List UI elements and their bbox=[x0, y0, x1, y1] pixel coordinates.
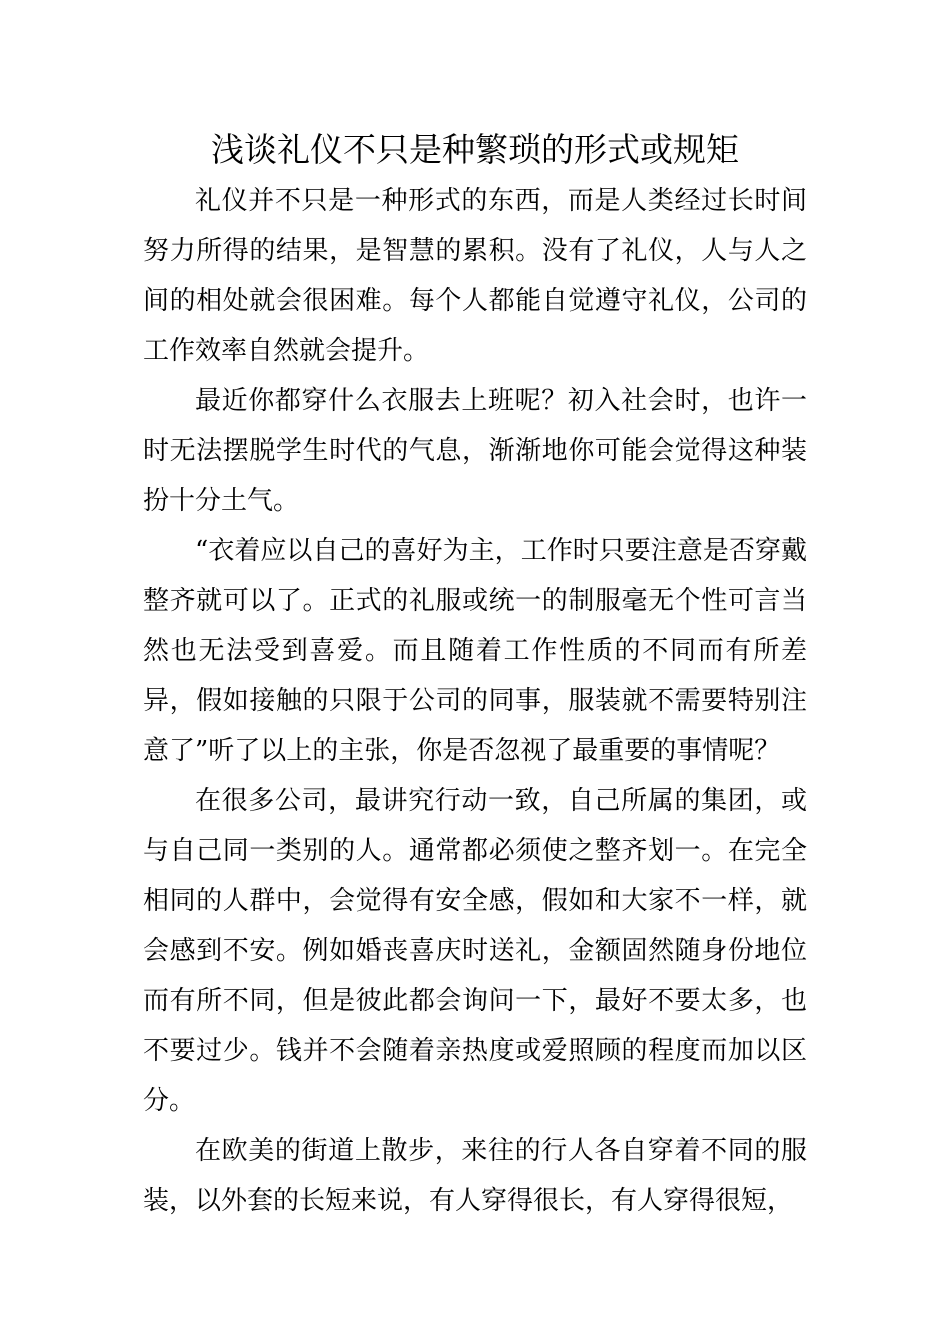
paragraph: 在很多公司，最讲究行动一致，自己所属的集团，或与自己同一类别的人。通常都必须使之整齐划一。在完全相同的人群中，会觉得有安全感，假如和大家不一样，就会感到不安。例如婚丧喜庆时送礼，金额固然随身份地位而有所不同，但是彼此都会询问一下，最好不要太多，也不要过少。钱并不会随着亲热度或爱照顾的程度而加以区分。 bbox=[143, 786, 807, 1116]
paragraph: “衣着应以自己的喜好为主，工作时只要注意是否穿戴整齐就可以了。正式的礼服或统一的制服毫无个性可言当然也无法受到喜爱。而且随着工作性质的不同而有所差异，假如接触的只限于公司的同事，服装就不需要特别注意了”听了以上的主张，你是否忽视了最重要的事情呢？ bbox=[143, 536, 807, 766]
document-body bbox=[143, 176, 807, 1226]
paragraph: 礼仪并不只是一种形式的东西，而是人类经过长时间努力所得的结果，是智慧的累积。没有了礼仪，人与人之间的相处就会很困难。每个人都能自觉遵守礼仪，公司的工作效率自然就会提升。 bbox=[143, 186, 807, 366]
document-title: 浅谈礼仪不只是种繁琐的形式或规矩 bbox=[211, 130, 739, 169]
paragraph: 在欧美的街道上散步，来往的行人各自穿着不同的服装，以外套的长短来说，有人穿得很长，有人穿得很短， bbox=[143, 1136, 807, 1216]
paragraph: 最近你都穿什么衣服去上班呢？初入社会时，也许一时无法摆脱学生时代的气息，渐渐地你可能会觉得这种装扮十分土气。 bbox=[143, 386, 807, 516]
